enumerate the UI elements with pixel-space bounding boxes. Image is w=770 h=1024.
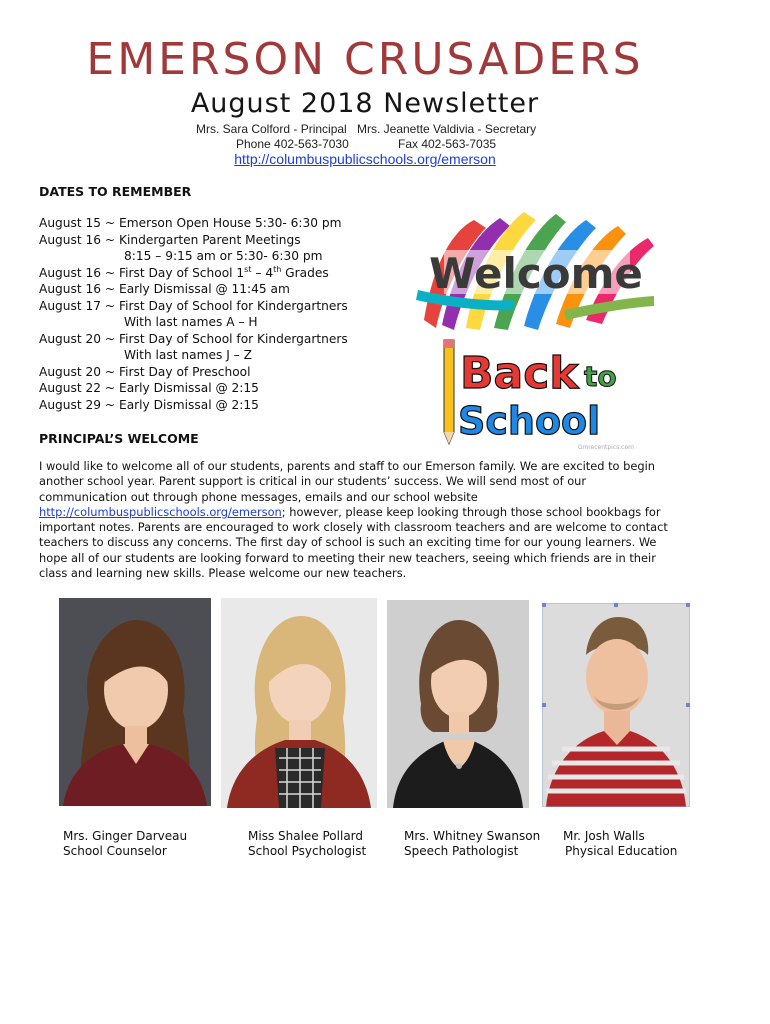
welcome-graphic bbox=[414, 200, 658, 335]
date-line: August 16 ~ Kindergarten Parent Meetings bbox=[39, 233, 301, 247]
date-line: 8:15 – 9:15 am or 5:30- 6:30 pm bbox=[124, 249, 323, 263]
teacher-role: School Counselor bbox=[63, 844, 167, 858]
date-line: August 29 ~ Early Dismissal @ 2:15 bbox=[39, 398, 259, 412]
watermark: Gmrecentpics.com bbox=[577, 444, 634, 451]
welcome-text: Welcome bbox=[429, 249, 643, 298]
newsletter-title: August 2018 Newsletter bbox=[190, 88, 540, 119]
date-line: August 16 ~ First Day of School 1st – 4th Grades bbox=[39, 265, 329, 281]
principal-welcome-heading: PRINCIPAL’S WELCOME bbox=[39, 431, 199, 446]
back-to-school-graphic bbox=[434, 336, 638, 452]
school-text: School bbox=[458, 399, 601, 443]
school-website-inline-link[interactable]: http://columbuspublicschools.org/emerson bbox=[39, 504, 282, 519]
teacher-role: Physical Education bbox=[565, 844, 678, 858]
teacher-name: Miss Shalee Pollard bbox=[248, 829, 364, 843]
principal-welcome-paragraph: I would like to welcome all of our students, parents and staff to our Emerson family. We are excited to begin another school year. Parent support is critical in our students’ success. We will send most of our communication out through phone messages, emails and our school website http://columbuspublicschools.org/emerson; however, please keep looking through those school bookbags for important notes. Parents are encouraged to work closely with classroom teachers and are welcome to contact teachers to discuss any concerns. The first day of school is such an exciting time for our young learners. We hope all of our students are looking forward to meeting their new teachers, seeing which friends are in their class and learning new skills. Please welcome our new teachers. bbox=[39, 459, 668, 581]
back-text: Back bbox=[460, 348, 579, 399]
secretary-name: Mrs. Jeanette Valdivia - Secretary bbox=[357, 122, 537, 136]
date-line: August 20 ~ First Day of School for Kindergartners bbox=[39, 332, 348, 346]
date-line: With last names A – H bbox=[124, 315, 258, 329]
date-line: August 20 ~ First Day of Preschool bbox=[39, 365, 251, 379]
teacher-photo-walls bbox=[542, 603, 690, 807]
teacher-photo-darveau bbox=[59, 598, 211, 806]
date-line: August 22 ~ Early Dismissal @ 2:15 bbox=[39, 381, 259, 395]
teacher-name: Mrs. Ginger Darveau bbox=[63, 829, 188, 843]
date-line: August 15 ~ Emerson Open House 5:30- 6:30 pm bbox=[39, 216, 342, 230]
phone-number: Phone 402-563-7030 bbox=[236, 137, 349, 151]
teacher-caption-pollard bbox=[248, 829, 366, 859]
date-line: August 16 ~ Early Dismissal @ 11:45 am bbox=[39, 282, 290, 296]
teacher-caption-walls bbox=[563, 829, 677, 859]
school-name: EMERSON CRUSADERS bbox=[86, 34, 644, 85]
teacher-role: Speech Pathologist bbox=[404, 844, 519, 858]
teacher-name: Mrs. Whitney Swanson bbox=[404, 829, 541, 843]
school-website-link[interactable]: http://columbuspublicschools.org/emerson bbox=[234, 151, 496, 167]
to-text: to bbox=[584, 360, 617, 393]
date-line: With last names J – Z bbox=[124, 348, 252, 362]
teacher-name: Mr. Josh Walls bbox=[563, 829, 645, 843]
teacher-caption-swanson bbox=[404, 829, 540, 859]
principal-name: Mrs. Sara Colford - Principal bbox=[196, 122, 347, 136]
teacher-role: School Psychologist bbox=[248, 844, 367, 858]
fax-number: Fax 402-563-7035 bbox=[398, 137, 497, 151]
teacher-photo-swanson bbox=[387, 600, 529, 808]
dates-heading: DATES TO REMEMBER bbox=[39, 184, 192, 199]
date-line: August 17 ~ First Day of School for Kindergartners bbox=[39, 299, 348, 313]
teacher-caption-darveau bbox=[63, 829, 187, 859]
teacher-photo-pollard bbox=[221, 598, 377, 808]
